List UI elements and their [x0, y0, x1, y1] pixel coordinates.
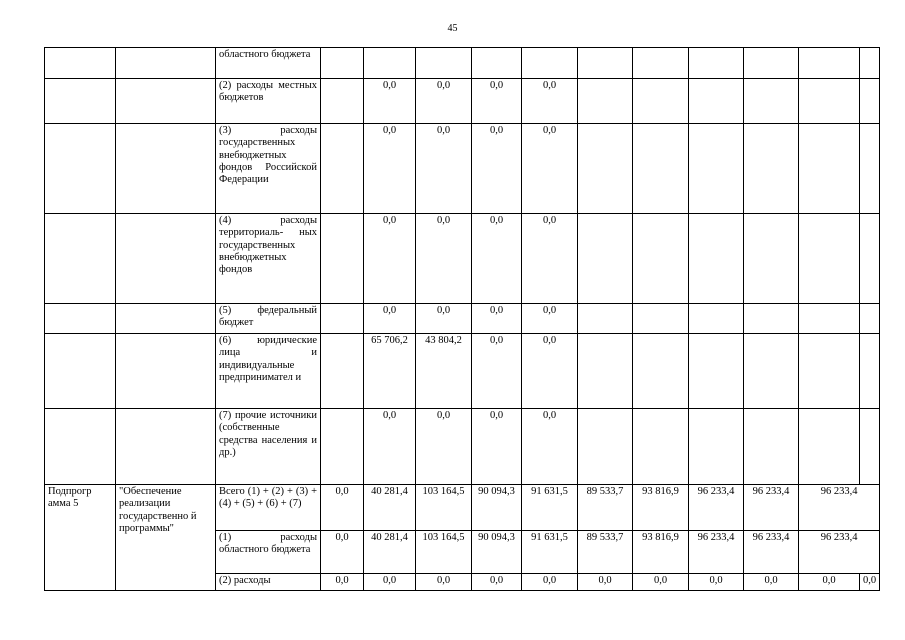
value-cell: 0,0 [522, 124, 578, 214]
value-cell: 96 233,4 [799, 485, 880, 531]
value-cell: 0,0 [689, 574, 744, 591]
value-cell: 89 533,7 [578, 531, 633, 574]
value-cell: 0,0 [522, 79, 578, 124]
value-cell [633, 334, 689, 409]
table-body [45, 48, 880, 591]
value-cell [799, 304, 860, 334]
value-cell: 93 816,9 [633, 485, 689, 531]
value-cell: 0,0 [321, 531, 364, 574]
value-cell: 0,0 [416, 574, 472, 591]
value-cell [744, 334, 799, 409]
page-number: 45 [447, 23, 458, 34]
value-cell: 89 533,7 [578, 485, 633, 531]
value-cell: 0,0 [364, 574, 416, 591]
value-cell [744, 214, 799, 304]
value-cell: 0,0 [364, 124, 416, 214]
value-cell: 0,0 [522, 574, 578, 591]
value-cell: 0,0 [364, 304, 416, 334]
funding-source-cell: областного бюджета [216, 48, 321, 79]
value-cell: 0,0 [472, 124, 522, 214]
value-cell [321, 334, 364, 409]
value-cell: 0,0 [364, 214, 416, 304]
value-cell [472, 48, 522, 79]
value-cell [321, 124, 364, 214]
value-cell: 96 233,4 [689, 531, 744, 574]
value-cell: 0,0 [522, 409, 578, 485]
value-cell: 0,0 [522, 214, 578, 304]
value-cell [321, 304, 364, 334]
value-cell: 90 094,3 [472, 531, 522, 574]
value-cell: 0,0 [472, 214, 522, 304]
empty-cell [45, 334, 116, 409]
value-cell: 0,0 [744, 574, 799, 591]
table-row [45, 79, 880, 124]
value-cell [799, 48, 860, 79]
table-row [45, 409, 880, 485]
value-cell: 103 164,5 [416, 485, 472, 531]
value-cell: 0,0 [321, 485, 364, 531]
value-cell [799, 79, 860, 124]
value-cell: 43 804,2 [416, 334, 472, 409]
value-cell [633, 304, 689, 334]
value-cell: 0,0 [472, 409, 522, 485]
value-cell: 93 816,9 [633, 531, 689, 574]
value-cell: 0,0 [472, 334, 522, 409]
empty-cell [45, 214, 116, 304]
empty-cell [45, 409, 116, 485]
value-cell [744, 409, 799, 485]
funding-source-cell: (4) расходы территориаль- ных государственных внебюджетных фондов [216, 214, 321, 304]
value-cell [578, 48, 633, 79]
value-cell [364, 48, 416, 79]
value-cell: 0,0 [416, 409, 472, 485]
budget-table [44, 47, 880, 591]
empty-cell [45, 79, 116, 124]
table-row [45, 485, 880, 531]
value-cell [744, 124, 799, 214]
value-cell: 96 233,4 [799, 531, 880, 574]
value-cell [860, 79, 880, 124]
table-row [45, 214, 880, 304]
empty-cell [45, 48, 116, 79]
empty-cell [116, 334, 216, 409]
empty-cell [116, 124, 216, 214]
value-cell [799, 124, 860, 214]
value-cell: 0,0 [364, 79, 416, 124]
funding-source-cell: (7) прочие источники (собственные средства населения и др.) [216, 409, 321, 485]
value-cell [860, 214, 880, 304]
empty-cell [116, 79, 216, 124]
value-cell: 0,0 [416, 124, 472, 214]
subprogram-name-cell: "Обеспечение реализации государственно й программы" [116, 485, 216, 591]
value-cell [578, 79, 633, 124]
value-cell [689, 304, 744, 334]
value-cell [860, 48, 880, 79]
value-cell: 0,0 [522, 334, 578, 409]
value-cell [578, 214, 633, 304]
table-row [45, 48, 880, 79]
table-row [45, 334, 880, 409]
value-cell [321, 48, 364, 79]
value-cell: 0,0 [799, 574, 860, 591]
value-cell [321, 214, 364, 304]
value-cell [578, 334, 633, 409]
table-row [45, 124, 880, 214]
funding-source-cell: (1) расходы областного бюджета [216, 531, 321, 574]
value-cell: 0,0 [472, 304, 522, 334]
value-cell [744, 79, 799, 124]
value-cell [744, 48, 799, 79]
value-cell [799, 409, 860, 485]
value-cell: 0,0 [860, 574, 880, 591]
funding-source-cell: (5) федеральный бюджет [216, 304, 321, 334]
value-cell [799, 334, 860, 409]
value-cell: 96 233,4 [689, 485, 744, 531]
value-cell [689, 79, 744, 124]
empty-cell [116, 214, 216, 304]
value-cell [633, 124, 689, 214]
value-cell: 103 164,5 [416, 531, 472, 574]
value-cell: 0,0 [416, 214, 472, 304]
value-cell [744, 304, 799, 334]
value-cell: 0,0 [522, 304, 578, 334]
value-cell: 0,0 [416, 304, 472, 334]
value-cell [578, 409, 633, 485]
value-cell: 91 631,5 [522, 485, 578, 531]
value-cell [799, 214, 860, 304]
value-cell: 0,0 [416, 79, 472, 124]
empty-cell [116, 48, 216, 79]
value-cell [689, 334, 744, 409]
value-cell: 40 281,4 [364, 485, 416, 531]
empty-cell [45, 124, 116, 214]
value-cell [578, 124, 633, 214]
value-cell [689, 214, 744, 304]
value-cell [860, 304, 880, 334]
value-cell: 0,0 [364, 409, 416, 485]
empty-cell [116, 409, 216, 485]
value-cell: 40 281,4 [364, 531, 416, 574]
subprogram-label-cell: Подпрогр амма 5 [45, 485, 116, 591]
value-cell: 91 631,5 [522, 531, 578, 574]
value-cell [689, 409, 744, 485]
value-cell [633, 48, 689, 79]
value-cell [633, 79, 689, 124]
value-cell: 0,0 [578, 574, 633, 591]
funding-source-cell: (2) расходы [216, 574, 321, 591]
value-cell: 96 233,4 [744, 531, 799, 574]
value-cell: 90 094,3 [472, 485, 522, 531]
value-cell [689, 48, 744, 79]
funding-source-cell: (3) расходы государственных внебюджетных фондов Российской Федерации [216, 124, 321, 214]
value-cell [860, 124, 880, 214]
funding-source-cell: (6) юридические лица и индивидуальные предпринимател и [216, 334, 321, 409]
value-cell [578, 304, 633, 334]
value-cell [633, 409, 689, 485]
value-cell [416, 48, 472, 79]
table-row [45, 304, 880, 334]
empty-cell [45, 304, 116, 334]
value-cell [522, 48, 578, 79]
value-cell [321, 409, 364, 485]
value-cell: 0,0 [321, 574, 364, 591]
value-cell: 0,0 [472, 79, 522, 124]
funding-source-cell: Всего (1) + (2) + (3) + (4) + (5) + (6) + (7) [216, 485, 321, 531]
empty-cell [116, 304, 216, 334]
value-cell: 65 706,2 [364, 334, 416, 409]
value-cell [633, 214, 689, 304]
value-cell: 0,0 [472, 574, 522, 591]
value-cell: 0,0 [633, 574, 689, 591]
funding-source-cell: (2) расходы местных бюджетов [216, 79, 321, 124]
value-cell [860, 334, 880, 409]
value-cell [321, 79, 364, 124]
value-cell: 96 233,4 [744, 485, 799, 531]
value-cell [689, 124, 744, 214]
value-cell [860, 409, 880, 485]
